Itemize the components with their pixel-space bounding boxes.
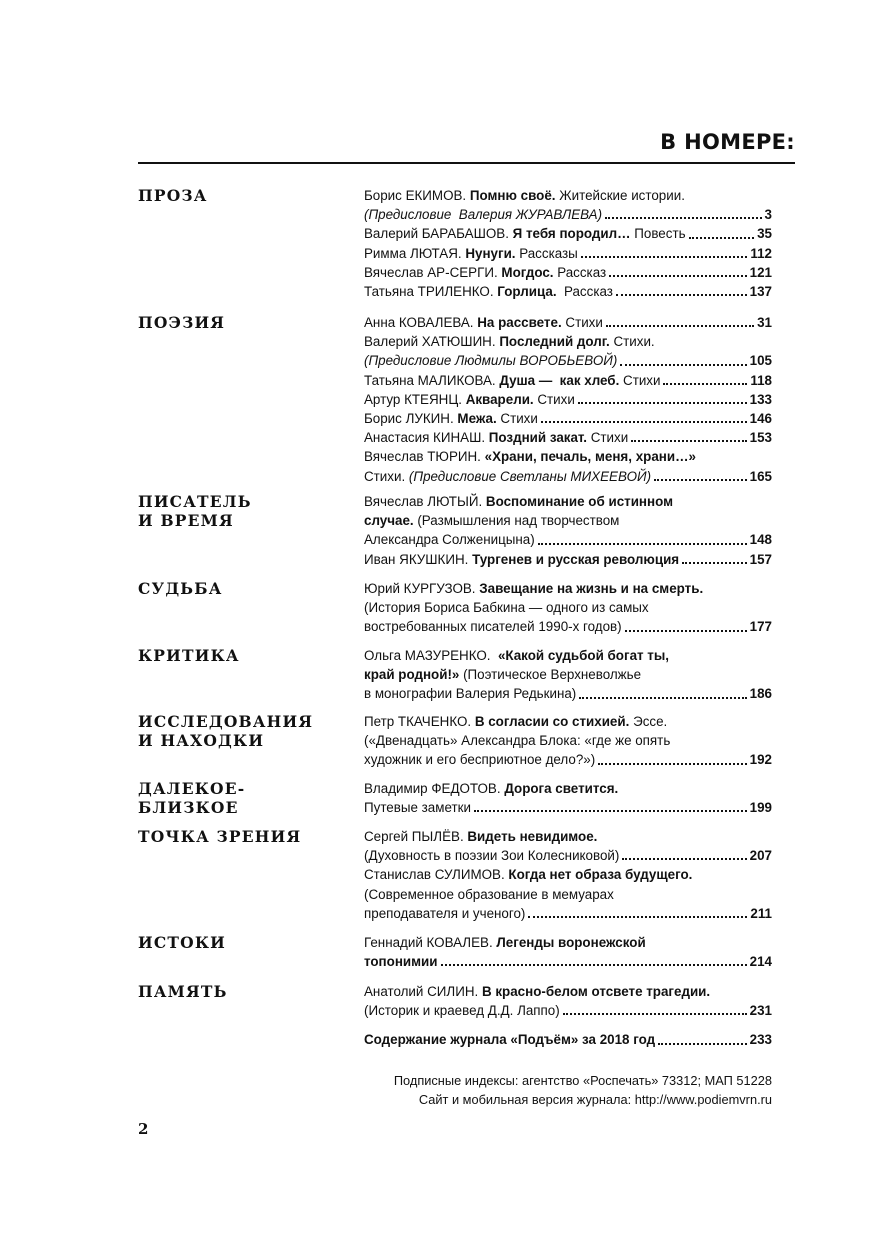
page-ref: 157 xyxy=(749,551,772,567)
toc-line xyxy=(364,447,772,466)
section-heading xyxy=(138,646,353,665)
toc-line-text xyxy=(364,428,628,447)
toc-line xyxy=(364,1001,772,1020)
genre-text: Стихи xyxy=(533,391,575,407)
section-heading xyxy=(138,827,353,846)
author-text: Римма ЛЮТАЯ. xyxy=(364,245,466,261)
page-ref: 214 xyxy=(749,954,772,970)
toc-line-text xyxy=(364,646,669,665)
leader-dots xyxy=(605,216,761,219)
toc-line-text xyxy=(364,933,646,952)
page-ref: 207 xyxy=(749,848,772,864)
page-ref: 146 xyxy=(749,411,772,427)
author-text: Вячеслав ТЮРИН. xyxy=(364,449,485,465)
author-text: востребованных писателей 1990-х годов) xyxy=(364,619,622,635)
toc-line xyxy=(364,779,772,798)
toc-line-text xyxy=(364,263,606,282)
section-heading xyxy=(138,712,353,750)
toc-line-text xyxy=(364,244,578,263)
author-text: Татьяна МАЛИКОВА. xyxy=(364,372,500,388)
leader-dots xyxy=(682,561,747,564)
genre-text: Рассказ xyxy=(553,264,607,280)
author-text: Станислав СУЛИМОВ. xyxy=(364,867,509,883)
toc-line-text xyxy=(364,205,602,224)
toc-line xyxy=(364,282,772,301)
toc-line xyxy=(364,952,772,971)
toc-line-text xyxy=(364,390,575,409)
author-text: Вячеслав АР-СЕРГИ. xyxy=(364,264,502,280)
section-heading xyxy=(138,982,353,1001)
work-title: Воспоминание об истинном xyxy=(485,494,674,509)
section-heading-line: ИСТОКИ xyxy=(138,933,226,952)
entries-list xyxy=(364,646,772,704)
header-rule xyxy=(138,162,795,164)
leader-dots xyxy=(606,324,754,327)
section-heading-line: ПАМЯТЬ xyxy=(138,982,228,1001)
toc-line-text xyxy=(364,827,597,846)
toc-line xyxy=(364,798,772,817)
toc-line xyxy=(364,511,772,530)
section-heading-line: ТОЧКА ЗРЕНИЯ xyxy=(138,827,302,846)
toc-line xyxy=(364,313,772,332)
leader-dots xyxy=(528,915,747,918)
toc-line-text xyxy=(364,982,710,1001)
toc-line xyxy=(364,409,772,428)
toc-line-text xyxy=(364,598,649,617)
genre-text: Рассказ xyxy=(556,284,613,300)
author-text: Борис ЕКИМОВ. xyxy=(364,188,470,203)
entries-list xyxy=(364,186,772,301)
page-ref: 112 xyxy=(750,245,772,261)
work-title: На рассвете. xyxy=(477,315,562,330)
toc-line-text xyxy=(364,952,438,971)
toc-line-text xyxy=(364,409,538,428)
leader-dots xyxy=(541,420,747,423)
toc-line-text xyxy=(364,511,619,530)
page-ref: 199 xyxy=(749,800,772,816)
section-heading-line: СУДЬБА xyxy=(138,579,223,598)
genre-text: Рассказы xyxy=(515,245,578,261)
author-text: Путевые заметки xyxy=(364,800,471,816)
work-title: случае. xyxy=(364,513,414,529)
toc-line xyxy=(364,205,772,224)
page-ref: 177 xyxy=(749,619,772,635)
page-ref: 233 xyxy=(749,1032,772,1048)
leader-dots xyxy=(616,293,747,296)
section-heading-line: ПРОЗА xyxy=(138,186,208,205)
leader-dots xyxy=(631,439,746,442)
section-heading xyxy=(138,313,353,332)
genre-text: Стихи. xyxy=(609,334,655,350)
toc-line xyxy=(364,467,772,486)
toc-line xyxy=(364,371,772,390)
preface-note: (Предисловие Валерия ЖУРАВЛЕВА) xyxy=(364,207,603,223)
work-title: «Какой судьбой богат ты, xyxy=(497,648,670,663)
work-title: Содержание журнала «Подъём» за 2018 год xyxy=(364,1032,656,1048)
page-ref: 165 xyxy=(749,468,772,484)
page-ref: 211 xyxy=(750,905,772,921)
section-heading xyxy=(138,186,353,205)
page-ref: 186 xyxy=(749,686,772,702)
genre-text: (Поэтическое Верхневолжье xyxy=(459,667,642,683)
author-text: (Современное образование в мемуарах xyxy=(364,886,614,902)
genre-text: (Размышления над творчеством xyxy=(413,513,620,529)
toc-line xyxy=(364,428,772,447)
section-heading-line: И ВРЕМЯ xyxy=(138,511,234,530)
toc-line-text xyxy=(364,885,614,904)
toc-line-text xyxy=(364,1001,560,1020)
leader-dots xyxy=(689,236,755,239)
genre-text: Эссе. xyxy=(629,714,668,729)
page-ref: 35 xyxy=(757,226,772,242)
page-ref: 118 xyxy=(750,372,772,388)
work-title: Последний долг. xyxy=(499,334,610,350)
work-title: Тургенев и русская революция xyxy=(472,551,680,567)
toc-line xyxy=(364,598,772,617)
leader-dots xyxy=(622,857,746,860)
genre-text: Стихи xyxy=(496,411,538,427)
work-title: Завещание на жизнь и на смерть. xyxy=(479,581,704,596)
toc-line xyxy=(364,731,772,750)
genre-text: Стихи xyxy=(561,315,603,330)
entries-list xyxy=(364,712,772,770)
toc-line xyxy=(364,390,772,409)
author-text: Артур КТЕЯНЦ. xyxy=(364,391,466,407)
toc-line-text xyxy=(364,846,619,865)
entries-list xyxy=(364,779,772,817)
author-text: (Духовность в поэзии Зои Колесниковой) xyxy=(364,848,620,864)
toc-line-text xyxy=(364,904,525,923)
work-title: Поздний закат. xyxy=(488,430,588,446)
leader-dots xyxy=(598,762,746,765)
entries-list xyxy=(364,933,772,971)
page-ref: 153 xyxy=(749,430,772,446)
toc-line xyxy=(364,646,772,665)
leader-dots xyxy=(441,963,747,966)
section-heading xyxy=(138,492,353,530)
author-text: художник и его бесприютное дело?») xyxy=(364,752,596,768)
author-text: (История Бориса Бабкина — одного из самых xyxy=(364,600,649,616)
toc-line xyxy=(364,530,772,549)
page-ref: 121 xyxy=(749,264,772,280)
work-title: Нунуги. xyxy=(465,245,516,261)
toc-line xyxy=(364,492,772,511)
leader-dots xyxy=(538,542,747,545)
toc-line-text xyxy=(364,224,686,243)
page-ref: 133 xyxy=(749,391,772,407)
toc-line-text xyxy=(364,550,679,569)
toc-line xyxy=(364,982,772,1001)
toc-line xyxy=(364,186,772,205)
leader-dots xyxy=(609,274,747,277)
leader-dots xyxy=(563,1012,747,1015)
work-title: Горлица. xyxy=(497,284,557,300)
author-text: Татьяна ТРИЛЕНКО. xyxy=(364,284,498,300)
toc-line xyxy=(364,550,772,569)
toc-line xyxy=(364,263,772,282)
toc-line-text xyxy=(364,779,618,798)
work-title: топонимии xyxy=(364,954,438,970)
toc-line xyxy=(364,1020,772,1030)
section-heading-line: ПИСАТЕЛЬ xyxy=(138,492,252,511)
toc-line xyxy=(364,885,772,904)
toc-line xyxy=(364,579,772,598)
website-line: Сайт и мобильная версия журнала: http://www.podiemvrn.ru xyxy=(418,1092,772,1107)
preface-note: (Предисловие Людмилы ВОРОБЬЕВОЙ) xyxy=(364,353,618,369)
page-ref: 105 xyxy=(749,353,772,369)
section-heading xyxy=(138,779,353,817)
author-text: Иван ЯКУШКИН. xyxy=(364,551,473,567)
work-title: Легенды воронежской xyxy=(496,935,646,950)
genre-text: Стихи xyxy=(587,430,629,446)
leader-dots xyxy=(654,478,747,481)
author-text: Сергей ПЫЛЁВ. xyxy=(364,829,468,844)
author-text: Владимир ФЕДОТОВ. xyxy=(364,781,505,796)
toc-line xyxy=(364,244,772,263)
toc-line xyxy=(364,224,772,243)
toc-line xyxy=(364,933,772,952)
page-title: В НОМЕРЕ: xyxy=(660,130,795,154)
author-text: Стихи. xyxy=(364,468,409,484)
work-title: «Храни, печаль, меня, храни…» xyxy=(484,449,696,465)
subscription-line: Подписные индексы: агентство «Роспечать» 73312; МАП 51228 xyxy=(393,1073,772,1088)
toc-line-text xyxy=(364,467,651,486)
author-text: в монографии Валерия Редькина) xyxy=(364,686,577,702)
entries-list xyxy=(364,827,772,923)
toc-line-text xyxy=(364,579,703,598)
genre-text: Житейские истории. xyxy=(555,188,685,203)
toc-line-text xyxy=(364,750,595,769)
leader-dots xyxy=(658,1042,747,1045)
section-heading-line: КРИТИКА xyxy=(138,646,240,665)
toc-line-text xyxy=(364,447,696,466)
leader-dots xyxy=(581,255,748,258)
toc-line-text xyxy=(364,684,576,703)
leader-dots xyxy=(663,382,747,385)
leader-dots xyxy=(578,401,747,404)
toc-line xyxy=(364,665,772,684)
toc-line xyxy=(364,904,772,923)
toc-line-text xyxy=(364,1030,655,1049)
author-text: преподавателя и ученого) xyxy=(364,905,526,921)
author-text: Юрий КУРГУЗОВ. xyxy=(364,581,480,596)
work-title: В красно-белом отсвете трагедии. xyxy=(481,984,711,999)
section-heading-line: ПОЭЗИЯ xyxy=(138,313,226,332)
section-heading xyxy=(138,933,353,952)
author-text: Вячеслав ЛЮТЫЙ. xyxy=(364,494,486,509)
toc-line-text xyxy=(364,712,667,731)
author-text: Александра Солженицына) xyxy=(364,532,535,548)
work-title: Видеть невидимое. xyxy=(467,829,598,844)
toc-line-text xyxy=(364,351,617,370)
page-ref: 3 xyxy=(764,207,772,223)
preface-note: (Предисловие Светланы МИХЕЕВОЙ) xyxy=(408,468,652,484)
entries-list xyxy=(364,492,772,569)
entries-list xyxy=(364,982,772,1050)
author-text: Валерий БАРАБАШОВ. xyxy=(364,226,513,242)
section-heading-line: И НАХОДКИ xyxy=(138,731,265,750)
work-title: Душа — как хлеб. xyxy=(499,372,620,388)
work-title: Могдос. xyxy=(501,264,554,280)
author-text: Валерий ХАТЮШИН. xyxy=(364,334,500,350)
entries-list xyxy=(364,313,772,486)
toc-line-text xyxy=(364,186,685,205)
toc-line-text xyxy=(364,665,641,684)
work-title: Межа. xyxy=(457,411,497,427)
section-heading-line: ИССЛЕДОВАНИЯ xyxy=(138,712,314,731)
toc-line-text xyxy=(364,798,471,817)
section-heading-line: ДАЛЕКОЕ- xyxy=(138,779,246,798)
section-heading xyxy=(138,579,353,598)
toc-line xyxy=(364,332,772,351)
toc-line xyxy=(364,684,772,703)
page-ref: 231 xyxy=(749,1003,772,1019)
toc-line-text xyxy=(364,530,535,549)
page-ref: 31 xyxy=(757,315,772,330)
page-number: 2 xyxy=(138,1120,149,1138)
author-text: («Двенадцать» Александра Блока: «где же опять xyxy=(364,733,671,749)
toc-line-text xyxy=(364,371,660,390)
work-title: Помню своё. xyxy=(469,188,556,203)
toc-line-text xyxy=(364,731,670,750)
genre-text: Повесть xyxy=(630,226,686,242)
toc-line xyxy=(364,351,772,370)
section-heading-line: БЛИЗКОЕ xyxy=(138,798,239,817)
subscription-info xyxy=(138,1071,772,1109)
author-text: Анатолий СИЛИН. xyxy=(364,984,482,999)
author-text: Анастасия КИНАШ. xyxy=(364,430,489,446)
toc-line xyxy=(364,827,772,846)
toc-line xyxy=(364,750,772,769)
toc-line xyxy=(364,865,772,884)
toc-line-text xyxy=(364,617,622,636)
toc-line xyxy=(364,712,772,731)
genre-text: Стихи xyxy=(619,372,661,388)
page-ref: 137 xyxy=(749,284,772,300)
author-text: Петр ТКАЧЕНКО. xyxy=(364,714,475,729)
author-text: Анна КОВАЛЕВА. xyxy=(364,315,478,330)
leader-dots xyxy=(620,363,746,366)
toc-line-text xyxy=(364,282,613,301)
toc-line-text xyxy=(364,313,603,332)
page-ref: 192 xyxy=(749,752,772,768)
work-title: Когда нет образа будущего. xyxy=(508,867,693,883)
leader-dots xyxy=(474,809,747,812)
toc-line-text xyxy=(364,492,673,511)
work-title: В согласии со стихией. xyxy=(474,714,630,729)
work-title: край родной!» xyxy=(364,667,460,683)
work-title: Акварели. xyxy=(465,391,534,407)
toc-line-text xyxy=(364,865,692,884)
entries-list xyxy=(364,579,772,637)
author-text: Ольга МАЗУРЕНКО. xyxy=(364,648,498,663)
author-text: Геннадий КОВАЛЕВ. xyxy=(364,935,497,950)
toc-line xyxy=(364,1030,772,1049)
author-text: Борис ЛУКИН. xyxy=(364,411,458,427)
toc-line-text xyxy=(364,332,655,351)
leader-dots xyxy=(579,696,746,699)
page-ref: 148 xyxy=(749,532,772,548)
work-title: Дорога светится. xyxy=(504,781,619,796)
toc-line xyxy=(364,617,772,636)
toc-line xyxy=(364,846,772,865)
author-text: (Историк и краевед Д.Д. Лаппо) xyxy=(364,1003,560,1019)
work-title: Я тебя породил… xyxy=(512,226,631,242)
leader-dots xyxy=(625,629,747,632)
